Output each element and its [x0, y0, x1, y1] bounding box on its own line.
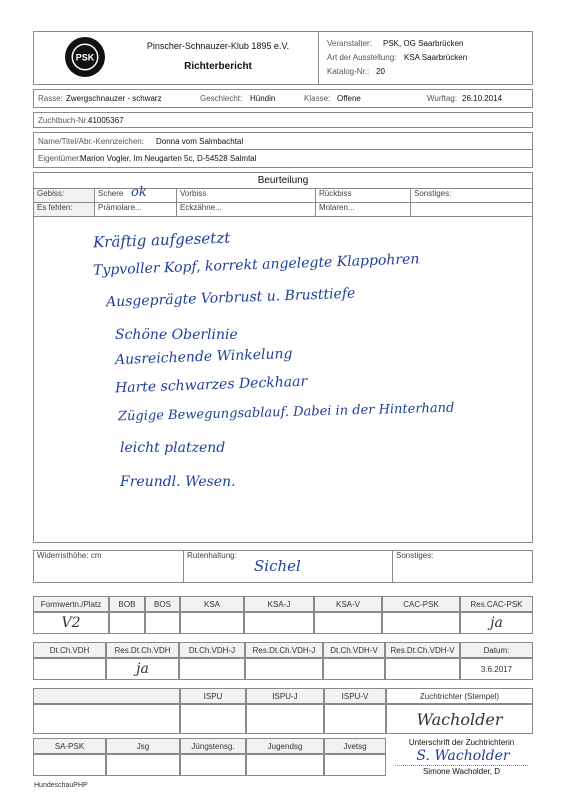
col-juengstensg: Jüngstensg.	[180, 738, 246, 754]
breed-label: Rasse:	[38, 94, 63, 103]
eckzaehne-label: Eckzähne...	[177, 203, 316, 217]
val-jsg[interactable]	[106, 754, 180, 776]
val-cac[interactable]	[382, 612, 460, 634]
val-res-dtch-v[interactable]	[385, 658, 460, 680]
club-name: Pinscher-Schnauzer-Klub 1895 e.V.	[146, 41, 290, 51]
val-dtch-j[interactable]	[179, 658, 245, 680]
col-bob: BOB	[109, 596, 145, 612]
val-sa-psk[interactable]	[33, 754, 106, 776]
schere-label: Schere	[98, 189, 124, 198]
widerrist-cell[interactable]	[34, 551, 184, 583]
col-dtch-j: Dt.Ch.VDH-J	[179, 642, 245, 658]
studbook-value: 41005367	[88, 116, 124, 125]
ruten-cell[interactable]	[184, 551, 393, 583]
name-label: Name/Titel/Abr.-Kennzeichen:	[38, 137, 144, 146]
widerrist-unit: cm	[90, 551, 102, 560]
class-value: Offene	[337, 94, 361, 103]
ruten-value: Sichel	[254, 557, 301, 575]
sonstiges-empty	[411, 203, 533, 217]
assessment-line-8: leicht platzend	[120, 440, 226, 456]
catalog-label: Katalog-Nr.:	[327, 67, 370, 76]
results-row1-values	[33, 612, 533, 634]
val-ksa-v[interactable]	[314, 612, 382, 634]
col-bos: BOS	[145, 596, 180, 612]
val-res-dtch[interactable]: ja	[106, 658, 179, 680]
rueckbiss-label: Rückbiss	[316, 189, 411, 203]
val-formwert[interactable]: V2	[33, 612, 109, 634]
vorbiss-label: Vorbiss	[177, 189, 316, 203]
col-jugendsg: Jugendsg	[246, 738, 324, 754]
class-label: Klasse:	[304, 94, 331, 103]
results-row1-headers	[33, 596, 533, 612]
assessment-line-1: Kräftig aufgesetzt	[92, 228, 231, 252]
val-ispu[interactable]	[180, 704, 246, 734]
logo-ring-text: PINSCHER SCHNAUZER KLUB 1895	[64, 79, 99, 80]
praemolare-label: Prämolare...	[95, 203, 177, 217]
val-juengstensg[interactable]	[180, 754, 246, 776]
ruten-label: Rutenhaltung:	[187, 551, 237, 560]
val-ispu-v[interactable]	[324, 704, 386, 734]
breed-value: Zwergschnauzer - schwarz	[66, 94, 162, 103]
col-ksa: KSA	[180, 596, 244, 612]
whelped-value: 26.10.2014	[462, 94, 503, 103]
col-cac: CAC-PSK	[382, 596, 460, 612]
signature: S. Wacholder	[416, 748, 510, 764]
judge-stamp: Wacholder	[386, 704, 533, 734]
assessment-header: Beurteilung	[257, 175, 309, 186]
studbook-label: Zuchtbuch-Nr.:	[38, 116, 91, 125]
val-dtch[interactable]	[33, 658, 106, 680]
sex-value: Hündin	[250, 94, 276, 103]
val-res-cac[interactable]: ja	[460, 612, 533, 634]
owner-value: Marion Vogler, Im Neugarten 5c, D-54528 Salmtal	[80, 154, 257, 163]
widerrist-label: Widerristhöhe:	[37, 551, 89, 560]
col-formwert: Formwertn./Platz	[33, 596, 109, 612]
assessment-line-3: Ausgeprägte Vorbrust u. Brusttiefe	[105, 285, 356, 311]
col-res-dtch: Res.Dt.Ch.VDH	[106, 642, 179, 658]
fehlen-label: Es fehlen:	[34, 203, 95, 217]
svg-text:PSK: PSK	[75, 52, 95, 63]
results-row4-headers	[33, 738, 386, 754]
schere-value: ok	[131, 185, 147, 200]
col-ispu-v: ISPU-V	[324, 688, 386, 704]
signature-label: Unterschrift der Zuchtrichterin	[408, 738, 515, 747]
molaren-label: Molaren...	[316, 203, 411, 217]
col-jvetsg: Jvetsg	[324, 738, 386, 754]
club-logo	[64, 36, 106, 78]
col-ksa-j: KSA-J	[244, 596, 314, 612]
val-ispu-j[interactable]	[246, 704, 324, 734]
results-row2-values	[33, 658, 533, 680]
results-row3-values	[33, 704, 533, 734]
assessment-line-5: Ausreichende Winkelung	[114, 345, 293, 369]
val-jvetsg[interactable]	[324, 754, 386, 776]
measure-table	[33, 550, 533, 583]
assessment-line-9: Freundl. Wesen.	[120, 474, 236, 490]
results-row3-headers	[33, 688, 533, 704]
col-dtch: Dt.Ch.VDH	[33, 642, 106, 658]
gebiss-label: Gebiss:	[34, 189, 95, 203]
results-row4-values	[33, 754, 386, 776]
val-jugendsg[interactable]	[246, 754, 324, 776]
catalog-value: 20	[376, 67, 385, 76]
col-sa-psk: SA-PSK	[33, 738, 106, 754]
val-res-dtch-j[interactable]	[245, 658, 323, 680]
val-bob[interactable]	[109, 612, 145, 634]
assessment-line-7: Zügige Bewegungsablauf. Dabei in der Hinterhand	[117, 400, 455, 425]
header-divider	[318, 31, 319, 85]
col-datum: Datum:	[460, 642, 533, 658]
whelped-label: Wurftag:	[427, 94, 458, 103]
val-ispu-blank[interactable]	[33, 704, 180, 734]
val-ksa[interactable]	[180, 612, 244, 634]
col-judge-stamp: Zuchtrichter (Stempel)	[386, 688, 533, 704]
footer-text: HundeschauPHP	[34, 782, 88, 789]
col-res-cac: Res.CAC-PSK	[460, 596, 533, 612]
show-type-label: Art der Ausstellung:	[327, 53, 397, 62]
col-ispu: ISPU	[180, 688, 246, 704]
organizer-value: PSK, OG Saarbrücken	[383, 39, 464, 48]
col-jsg: Jsg	[106, 738, 180, 754]
dentition-table	[33, 185, 533, 217]
sex-label: Geschlecht:	[200, 94, 243, 103]
sonstiges2-label: Sonstiges:	[393, 551, 533, 583]
owner-label: Eigentümer:	[38, 154, 82, 163]
signature-line	[395, 765, 528, 766]
val-dtch-v[interactable]	[323, 658, 385, 680]
val-datum[interactable]: 3.6.2017	[460, 658, 533, 680]
col-dtch-v: Dt.Ch.VDH-V	[323, 642, 385, 658]
col-ispu-blank	[33, 688, 180, 704]
name-divider	[33, 149, 533, 150]
assessment-line-6: Harte schwarzes Deckhaar	[114, 373, 308, 397]
col-res-dtch-v: Res.Dt.Ch.VDH-V	[385, 642, 460, 658]
dog-name-value: Donna vom Salmbachtal	[156, 137, 244, 146]
results-row2-headers	[33, 642, 533, 658]
organizer-label: Veranstalter:	[327, 39, 372, 48]
val-ksa-j[interactable]	[244, 612, 314, 634]
assessment-line-4: Schöne Oberlinie	[115, 327, 238, 343]
assessment-line-2: Typvoller Kopf, korrekt angelegte Klappohren	[92, 251, 420, 279]
show-type-value: KSA Saarbrücken	[404, 53, 468, 62]
col-res-dtch-j: Res.Dt.Ch.VDH-J	[245, 642, 323, 658]
val-bos[interactable]	[145, 612, 180, 634]
schere-cell[interactable]	[95, 185, 177, 203]
col-ksa-v: KSA-V	[314, 596, 382, 612]
report-title: Richterbericht	[184, 61, 252, 72]
judge-name: Simone Wacholder, D	[422, 767, 501, 776]
sonstiges-label: Sonstiges:	[411, 189, 533, 203]
col-ispu-j: ISPU-J	[246, 688, 324, 704]
